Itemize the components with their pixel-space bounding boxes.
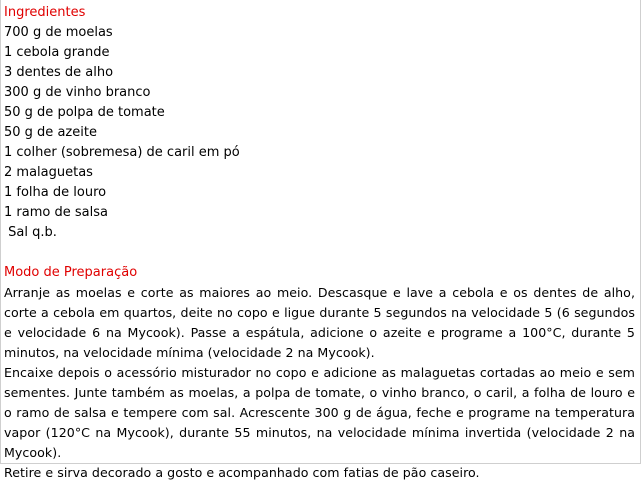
preparation-paragraph: Encaixe depois o acessório misturador no copo e adicione as malaguetas cortadas ao meio e sem sementes. Junte também as moelas, a polpa de tomate, o vinho branco, o caril, a folha de louro e o ramo de salsa e tempere com sal. Acrescente 300 g de água, feche e programe na temperatura vapor (120°C na Mycook), durante 55 minutos, na velocidade mínima invertida (velocidade 2 na Mycook). <box>4 365 635 460</box>
ingredient-item: 700 g de moelas <box>4 25 113 40</box>
ingredients-heading: Ingredientes <box>4 5 86 20</box>
ingredient-item: 300 g de vinho branco <box>4 85 151 100</box>
ingredient-item: 1 folha de louro <box>4 185 107 200</box>
ingredient-item: 1 colher (sobremesa) de caril em pó <box>4 145 240 160</box>
preparation-paragraph: Arranje as moelas e corte as maiores ao meio. Descasque e lave a cebola e os dentes de alho, corte a cebola em quartos, deite no copo e ligue durante 5 segundos na velocidade 5 (6 segundos e velocidade 6 na Mycook). Passe a espátula, adicione o azeite e programe a 100°C, durante 5 minutos, na velocidade mínima (velocidade 2 na Mycook). <box>4 285 635 360</box>
section-spacer <box>4 243 635 263</box>
ingredient-item: 3 dentes de alho <box>4 65 114 80</box>
ingredient-item: 2 malaguetas <box>4 165 93 180</box>
ingredient-item: 1 cebola grande <box>4 45 110 60</box>
ingredient-item: Sal q.b. <box>4 225 57 240</box>
preparation-heading: Modo de Preparação <box>4 265 138 280</box>
preparation-paragraph: Retire e sirva decorado a gosto e acompanhado com fatias de pão caseiro. <box>4 465 480 480</box>
ingredient-item: 50 g de azeite <box>4 125 97 140</box>
recipe-content <box>4 3 635 483</box>
ingredients-list <box>4 23 635 243</box>
ingredient-item: 1 ramo de salsa <box>4 205 108 220</box>
ingredient-item: 50 g de polpa de tomate <box>4 105 165 120</box>
